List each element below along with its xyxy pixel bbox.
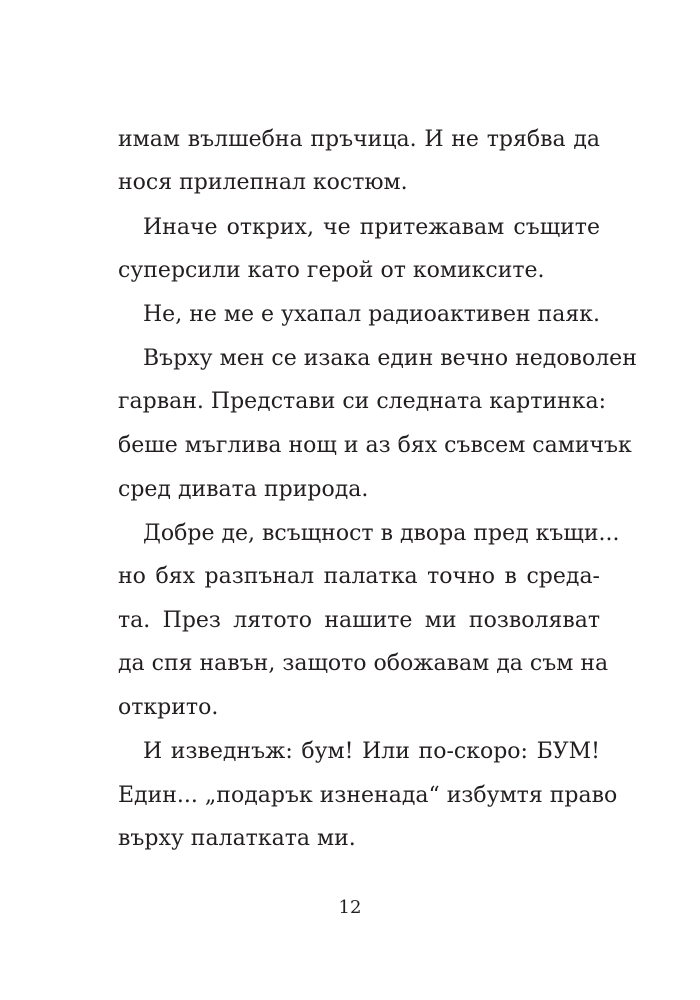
text-line: да спя навън, защото обожавам да съм на <box>118 651 609 676</box>
text-line: Не, не ме е ухапал радиоактивен паяк. <box>143 302 601 327</box>
text-line: Върху мен се изака един вечно недоволен <box>143 346 637 371</box>
text-line: имам вълшебна пръчица. И не трябва да <box>118 127 600 152</box>
text-line: беше мъглива нощ и аз бях съвсем самичък <box>118 433 632 458</box>
text-line: И изведнъж: бум! Или по-скоро: БУМ! <box>143 739 600 764</box>
text-line: открито. <box>118 695 219 720</box>
text-line: та. През лятото нашите ми позволяват <box>118 608 600 633</box>
text-line: Един... „подарък изненада“ избумтя право <box>118 783 618 808</box>
text-line: суперсили като герой от комиксите. <box>118 258 545 283</box>
text-line: но бях разпънал палатка точно в среда- <box>118 564 600 589</box>
text-line: Добре де, всъщност в двора пред къщи... <box>143 521 620 546</box>
text-line: върху палатката ми. <box>118 826 356 851</box>
text-line: гарван. Представи си следната картинка: <box>118 389 606 414</box>
text-line: Иначе открих, че притежавам същите <box>143 215 600 240</box>
page-number: 12 <box>338 897 362 918</box>
text-line: сред дивата природа. <box>118 477 369 502</box>
text-line: нося прилепнал костюм. <box>118 170 408 195</box>
